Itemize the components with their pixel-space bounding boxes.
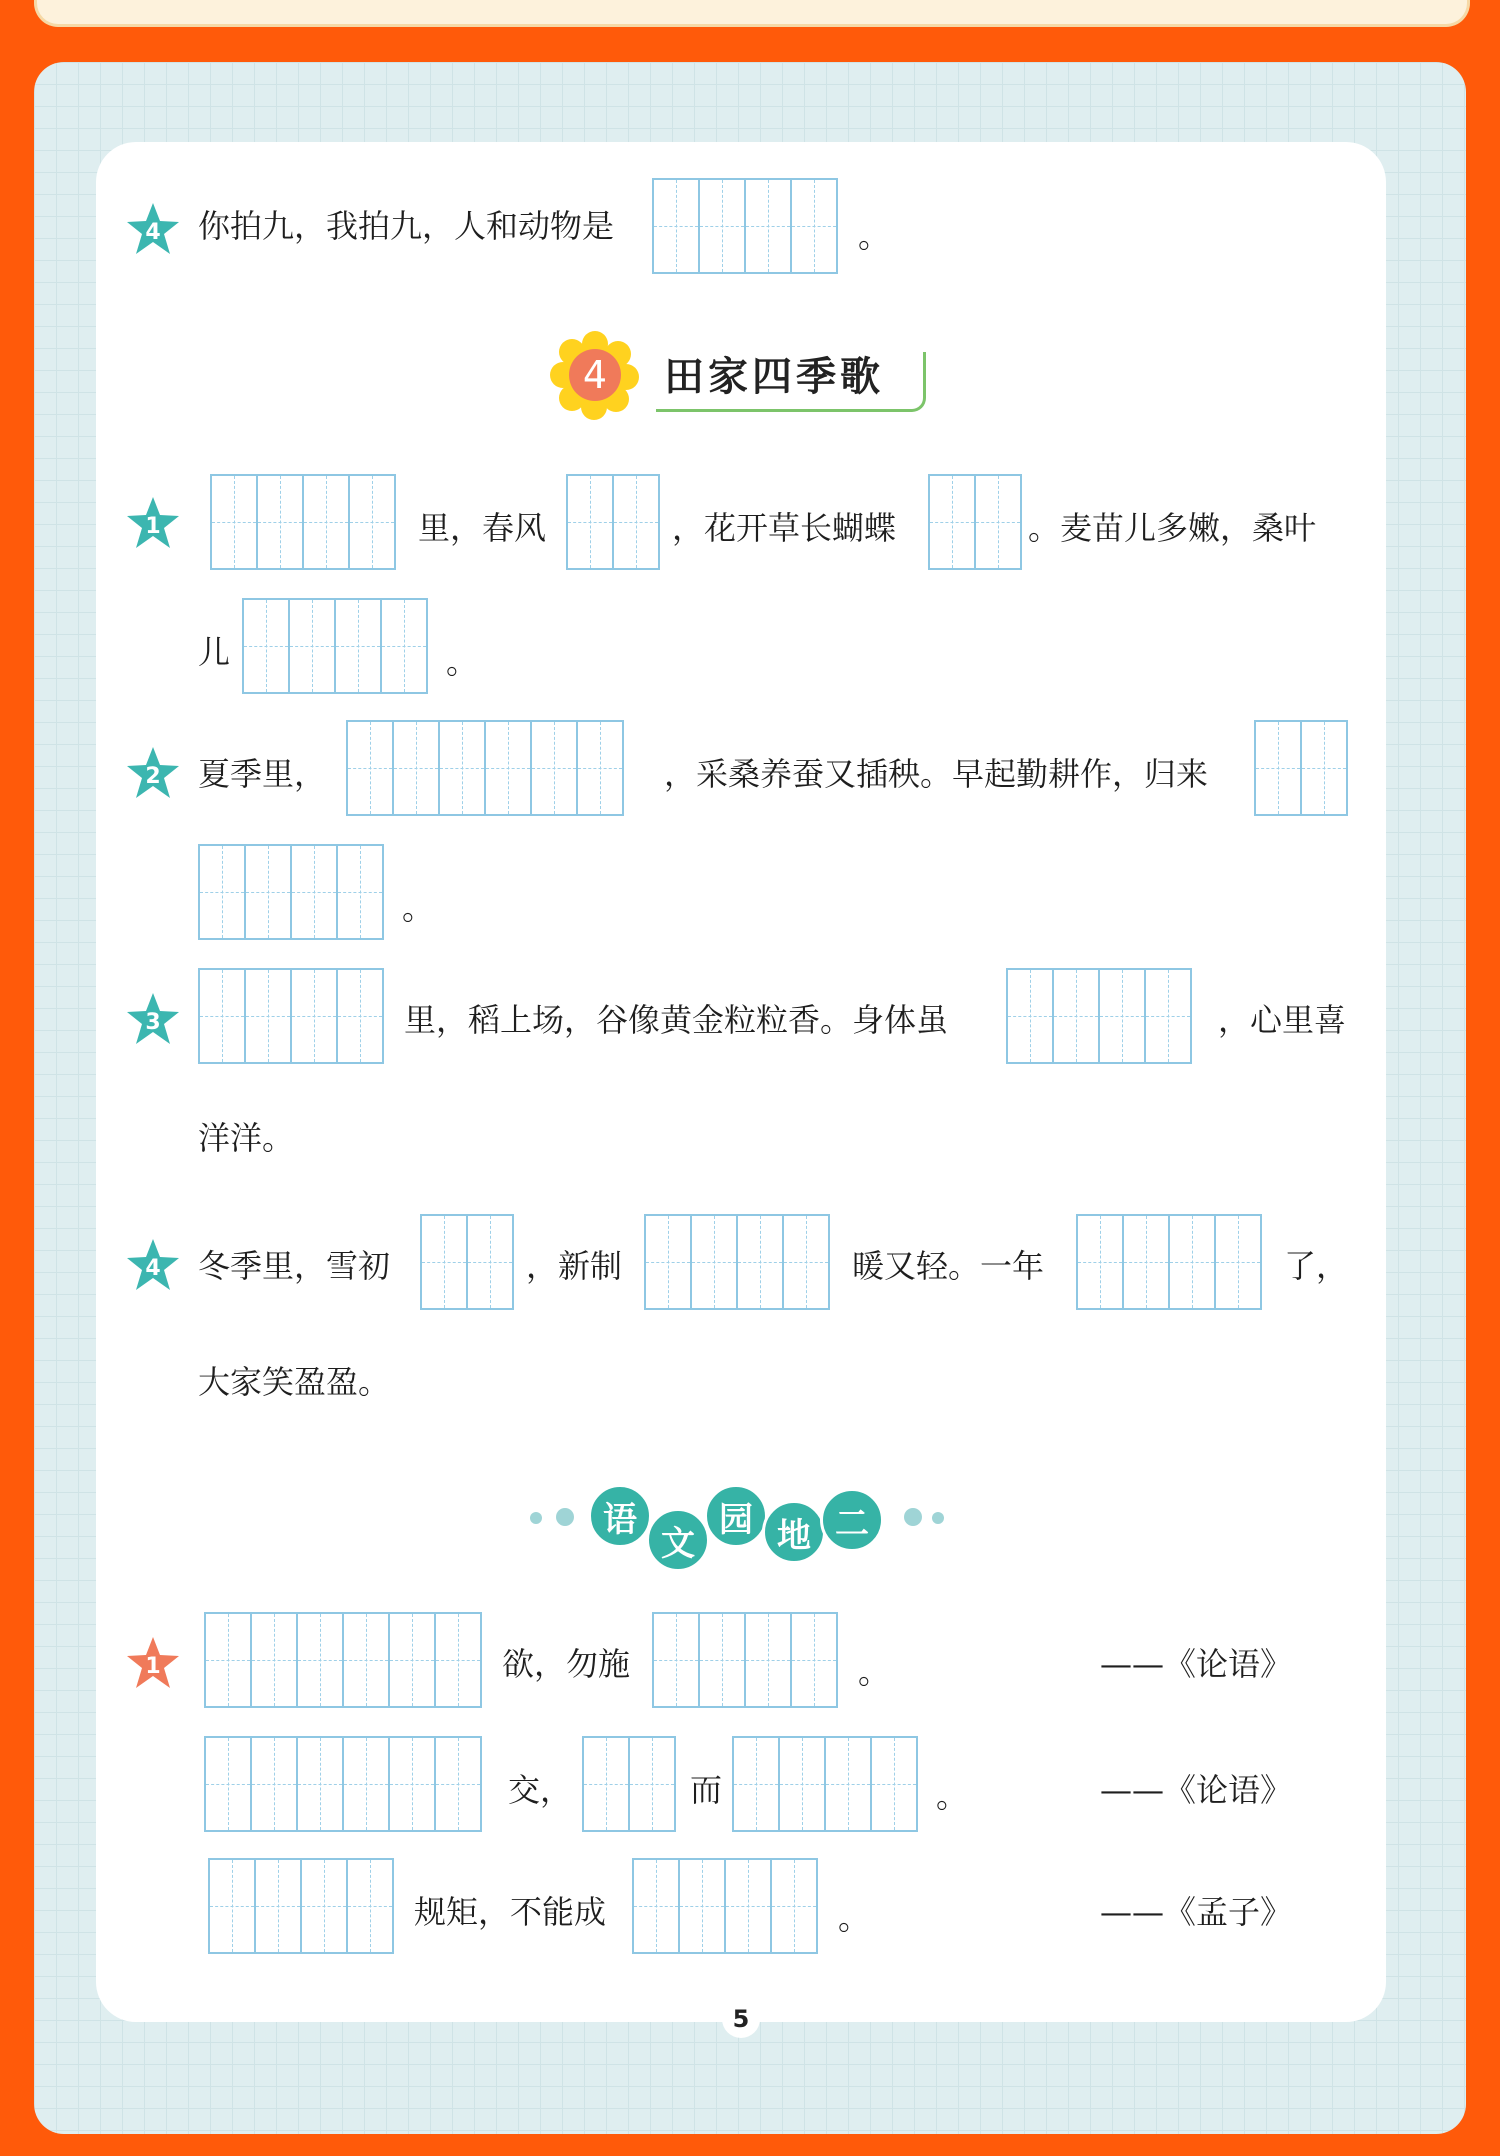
quote-source: ——《论语》 (1100, 1771, 1293, 1809)
quote-text: 。 (936, 1777, 969, 1815)
answer-boxes[interactable] (198, 844, 384, 940)
star-badge-icon (124, 200, 182, 258)
item-number: 2 (145, 763, 161, 789)
quote-text: 。 (838, 1899, 871, 1937)
item-text: ，心里喜 (1218, 1001, 1347, 1039)
item-text: 。麦苗儿多嫩，桑叶 (1028, 509, 1317, 547)
star-badge-icon (124, 744, 182, 802)
item-text: 儿 (198, 633, 231, 671)
heading-char: 二 (820, 1488, 884, 1552)
answer-boxes[interactable] (732, 1736, 918, 1832)
item-text: 里，稻上场，谷像黄金粒粒香。身体虽 (404, 1001, 949, 1039)
item-text: 冬季里，雪初 (198, 1247, 391, 1285)
answer-boxes[interactable] (1006, 968, 1192, 1064)
answer-boxes[interactable] (652, 178, 838, 274)
heading-char: 文 (646, 1508, 710, 1572)
item-number: 3 (145, 1009, 161, 1035)
item-number: 1 (145, 1653, 161, 1679)
answer-boxes[interactable] (652, 1612, 838, 1708)
item-text: 。 (446, 643, 479, 681)
answer-boxes[interactable] (210, 474, 396, 570)
answer-boxes[interactable] (242, 598, 428, 694)
flower-icon (550, 330, 640, 420)
item-text: ，花开草长蝴蝶 (672, 509, 897, 547)
answer-boxes[interactable] (346, 720, 624, 816)
item-text: 。 (402, 889, 435, 927)
answer-boxes[interactable] (928, 474, 1022, 570)
answer-boxes[interactable] (420, 1214, 514, 1310)
item-number: 1 (145, 513, 161, 539)
answer-boxes[interactable] (632, 1858, 818, 1954)
answer-boxes[interactable] (566, 474, 660, 570)
lesson-heading (550, 330, 940, 420)
answer-boxes[interactable] (1254, 720, 1348, 816)
answer-boxes[interactable] (582, 1736, 676, 1832)
decor-dot (932, 1512, 944, 1524)
item-text: 洋洋。 (198, 1119, 295, 1157)
section-heading (520, 1470, 980, 1580)
heading-char: 语 (588, 1484, 652, 1548)
item-text: ，采桑养蚕又插秧。早起勤耕作，归来 (664, 755, 1209, 793)
star-badge-icon (124, 1236, 182, 1294)
item-number: 4 (145, 1255, 161, 1281)
item-text: 。 (858, 217, 891, 255)
quote-text: 而 (690, 1771, 723, 1809)
answer-boxes[interactable] (204, 1612, 482, 1708)
answer-boxes[interactable] (644, 1214, 830, 1310)
previous-panel-edge (34, 0, 1470, 27)
star-badge-icon (124, 1634, 182, 1692)
lesson-number: 4 (582, 353, 608, 397)
quote-source: ——《孟子》 (1100, 1893, 1293, 1931)
item-number: 4 (145, 219, 161, 245)
page-number: 5 (722, 2000, 760, 2038)
quote-text: 。 (858, 1653, 891, 1691)
heading-char: 园 (704, 1484, 768, 1548)
heading-char: 地 (762, 1500, 826, 1564)
item-text: ，新制 (526, 1247, 623, 1285)
quote-source: ——《论语》 (1100, 1645, 1293, 1683)
item-text: 里，春风 (418, 509, 547, 547)
decor-dot (530, 1512, 542, 1524)
decor-dot (556, 1508, 574, 1526)
item-text: 你拍九，我拍九，人和动物是 (198, 207, 615, 245)
quote-text: 欲，勿施 (502, 1645, 631, 1683)
item-text: 了， (1284, 1247, 1349, 1285)
star-badge-icon (124, 494, 182, 552)
answer-boxes[interactable] (204, 1736, 482, 1832)
quote-text: 规矩，不能成 (414, 1893, 607, 1931)
item-text: 大家笑盈盈。 (198, 1363, 391, 1401)
lesson-title: 田家四季歌 (656, 352, 926, 412)
star-badge-icon (124, 990, 182, 1048)
quote-text: 交， (508, 1771, 573, 1809)
item-text: 夏季里， (198, 755, 327, 793)
decor-dot (904, 1508, 922, 1526)
answer-boxes[interactable] (198, 968, 384, 1064)
answer-boxes[interactable] (1076, 1214, 1262, 1310)
item-text: 暖又轻。一年 (852, 1247, 1045, 1285)
answer-boxes[interactable] (208, 1858, 394, 1954)
